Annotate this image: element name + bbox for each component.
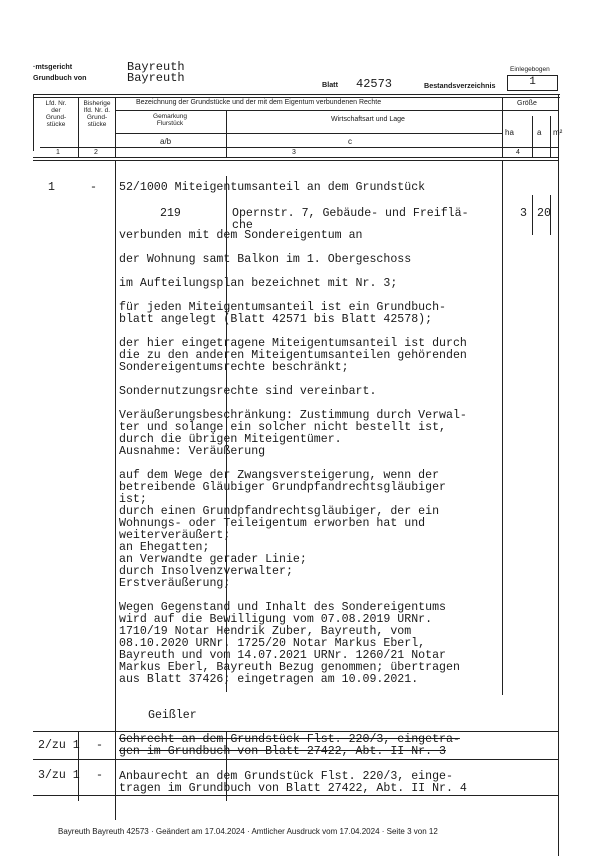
entry1-text-line: Wohnungs- oder Teileigentum erworben hat und <box>119 517 426 530</box>
entry1-text-line <box>119 194 467 206</box>
entry1-text-line: Ausnahme: Veräußerung <box>119 445 266 458</box>
col-num-2: 2 <box>94 149 98 156</box>
entry3-bisher: - <box>96 769 103 782</box>
einlegebogen-value: 1 <box>529 76 536 88</box>
entry1-text-line: an Verwandte gerader Linie; <box>119 553 307 566</box>
einlegebogen-label: Einlegebogen <box>510 66 550 73</box>
blatt-label: Blatt <box>322 80 338 89</box>
entry1-text-line: 1710/19 Notar Hendrik Zuber, Bayreuth, vom <box>119 625 412 638</box>
entry1-flurstueck: 219 <box>160 207 181 220</box>
entry1-text-line: Erstveräußerung; <box>119 577 231 590</box>
einlegebogen-box <box>507 75 558 91</box>
entry1-lage-line1: Opernstr. 7, Gebäude- und Freiflä- <box>232 207 469 220</box>
entry1-text-line: im Aufteilungsplan bezeichnet mit Nr. 3; <box>119 277 398 290</box>
entry1-size-m2: 20 <box>537 207 551 220</box>
entry1-text-line: an Ehegatten; <box>119 541 210 554</box>
entry1-text-line: Markus Eberl, Bayreuth Bezug genommen; übertragen <box>119 661 460 674</box>
entry1-bisher: - <box>90 181 97 194</box>
footer-text: Bayreuth Bayreuth 42573 · Geändert am 17.04.2024 · Amtlicher Ausdruck vom 17.04.2024 · Seite 3 von 12 <box>58 827 438 836</box>
col-num-1: 1 <box>56 149 60 156</box>
grundbuch-label: Grundbuch von <box>33 73 87 82</box>
col-a: a <box>537 128 542 137</box>
entry2-line1: Gehrecht an dem Grundstück Flst. 220/3, eingetra- <box>119 733 460 746</box>
entry3-line1: Anbaurecht an dem Grundstück Flst. 220/3, einge- <box>119 770 453 783</box>
entry1-text-line: für jeden Miteigentumsanteil ist ein Grundbuch- <box>119 301 446 314</box>
entry1-text-line: verbunden mit dem Sondereigentum an <box>119 229 363 242</box>
entry1-text-line: 52/1000 Miteigentumsanteil an dem Grundstück <box>119 181 426 194</box>
col-groesse: Größe <box>517 100 537 107</box>
entry1-text-line: betreibende Gläubiger Grundpfandrechtsgläubiger <box>119 481 446 494</box>
entry1-text-line: der Wohnung samt Balkon im 1. Obergeschoss <box>119 253 412 266</box>
col-num-3: 3 <box>292 149 296 156</box>
entry2-line2: gen im Grundbuch von Blatt 27422, Abt. II Nr. 3 <box>119 745 446 758</box>
entry1-text-line: Bayreuth und vom 14.07.2021 URNr. 1260/21 Notar <box>119 649 446 662</box>
col-c: c <box>348 137 352 146</box>
bestandsverzeichnis-label: Bestandsverzeichnis <box>424 81 496 90</box>
col-gemarkung: Gemarkung Flurstück <box>153 113 187 127</box>
col-num-4: 4 <box>516 149 520 156</box>
entry1-text-line: durch einen Grundpfandrechtsgläubiger, der ein <box>119 505 440 518</box>
entry1-text-line: auf dem Wege der Zwangsversteigerung, wenn der <box>119 469 440 482</box>
amtsgericht-label: ·mtsgericht <box>33 62 73 71</box>
entry1-text-line: der hier eingetragene Miteigentumsanteil ist durch <box>119 337 467 350</box>
entry1-text-line: aus Blatt 37426; eingetragen am 10.09.2021. <box>119 673 419 686</box>
col-m2: m² <box>553 128 563 137</box>
entry1-text-line: die zu den anderen Miteigentumsanteilen gehörenden <box>119 349 467 362</box>
entry1-text-line: 08.10.2020 URNr. 1725/20 Notar Markus Eberl, <box>119 637 426 650</box>
entry1-text-line: Sondernutzungsrechte sind vereinbart. <box>119 385 377 398</box>
entry1-text-line: Veräußerungsbeschränkung: Zustimmung durch Verwal- <box>119 409 467 422</box>
grundbuch-value: Bayreuth <box>127 71 185 85</box>
entry2-bisher: - <box>96 739 103 752</box>
entry1-text-line: Sondereigentumsrechte beschränkt; <box>119 361 349 374</box>
entry1-text-line <box>119 206 467 218</box>
entry1-signature: Geißler <box>148 709 197 722</box>
col-wirtschaftsart: Wirtschaftsart und Lage <box>331 116 405 123</box>
col-bezeichnung: Bezeichnung der Grundstücke und der mit dem Eigentum verbundenen Rechte <box>136 99 382 106</box>
entry1-text-line: durch die übrigen Miteigentümer. <box>119 433 342 446</box>
entry1-lfd: 1 <box>48 181 55 194</box>
entry1-size-a: 3 <box>520 207 527 220</box>
col-ab: a/b <box>160 137 172 146</box>
amtsgericht-value: Bayreuth <box>127 60 185 74</box>
entry2-lfd: 2/zu 1 <box>38 739 80 752</box>
entry1-text-line: ist; <box>119 493 147 506</box>
col-ha: ha <box>505 128 514 137</box>
entry3-line2: tragen im Grundbuch von Blatt 27422, Abt. II Nr. 4 <box>119 782 467 795</box>
entry1-text-line: wird auf die Bewilligung vom 07.08.2019 URNr. <box>119 613 433 626</box>
entry1-text-line: blatt angelegt (Blatt 42571 bis Blatt 42578); <box>119 313 433 326</box>
col-bisherige: Bisherige lfd. Nr. d. Grund- stücke <box>83 100 111 128</box>
blatt-value: 42573 <box>356 77 393 91</box>
entry1-text-line: ter und solange ein solcher nicht bestellt ist, <box>119 421 446 434</box>
entry1-text-line: weiterveräußert; <box>119 529 231 542</box>
col-lfd-nr: Lfd. Nr. der Grund- stücke <box>45 100 67 128</box>
entry1-lage-line2: che <box>232 219 253 232</box>
entry3-lfd: 3/zu 1 <box>38 769 80 782</box>
entry1-text-line: durch Insolvenzverwalter; <box>119 565 293 578</box>
entry1-text-line: Wegen Gegenstand und Inhalt des Sondereigentums <box>119 601 446 614</box>
entry1-text-block <box>119 182 467 686</box>
